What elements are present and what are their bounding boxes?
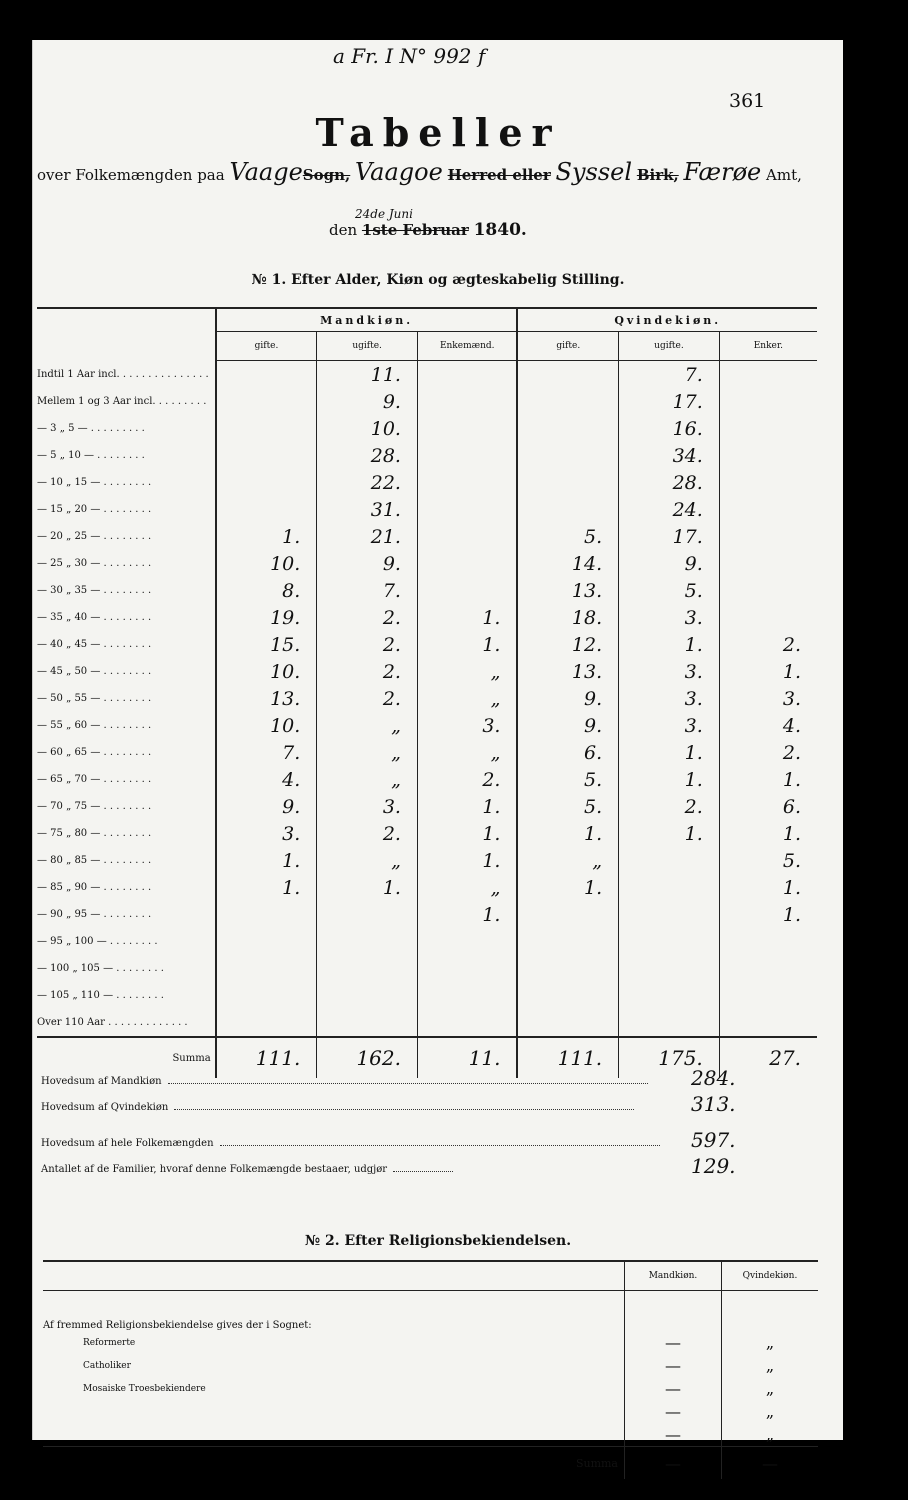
cell-men-unmarried: 10. [317,415,418,442]
cell-women-married [517,955,618,982]
age-row [37,496,817,523]
cell-women-unmarried: 24. [619,496,720,523]
religion-men-value: — [625,1354,722,1377]
cell-widowers: „ [417,685,517,712]
cell-women-unmarried: 2. [619,793,720,820]
age-row [37,550,817,577]
cell-women-married: 9. [517,712,618,739]
location-prefix: over Folkemængden paa [37,166,225,184]
cell-men-married: 3. [216,820,317,847]
page-number: 361 [729,90,766,112]
cell-women-unmarried: 28. [619,469,720,496]
date-prefix: den [329,221,358,239]
cell-women-married: 12. [517,631,618,658]
cell-widows: 4. [719,712,817,739]
age-row-label: — 75 „ 80 — . . . . . . . . [37,828,152,839]
cell-widows: 1. [719,874,817,901]
cell-men-unmarried: 2. [317,604,418,631]
cell-women-unmarried [619,928,720,955]
age-row-label: — 20 „ 25 — . . . . . . . . [37,531,152,542]
cell-men-married: 10. [216,658,317,685]
cell-women-married: 5. [517,793,618,820]
cell-men-unmarried: 3. [317,793,418,820]
age-row-label: — 60 „ 65 — . . . . . . . . [37,747,152,758]
religion-row [43,1400,818,1423]
age-row-label: — 65 „ 70 — . . . . . . . . [37,774,152,785]
cell-widows: 2. [719,739,817,766]
cell-widowers: „ [417,658,517,685]
handwritten-date: 24de Juni [355,207,413,221]
cell-women-married: 5. [517,523,618,550]
cell-women-unmarried: 16. [619,415,720,442]
census-year: 1840. [473,220,527,240]
cell-men-married [216,415,317,442]
religion-label: Mosaiske Troesbekiendere [83,1383,206,1394]
cell-men-married [216,901,317,928]
cell-widowers: 3. [417,712,517,739]
cell-men-married: 10. [216,550,317,577]
religion-row [43,1423,818,1447]
cell-widowers: 1. [417,820,517,847]
leader-dots [220,1145,660,1146]
cell-women-married: 18. [517,604,618,631]
cell-widowers [417,415,517,442]
cell-widows [719,550,817,577]
date-line [329,207,527,240]
religion-men-value: — [625,1423,722,1447]
sum-label: Summa [37,1037,216,1078]
age-row-label: — 10 „ 15 — . . . . . . . . [37,477,152,488]
religion-label: Catholiker [83,1360,131,1371]
age-table [37,307,817,1078]
cell-men-unmarried: 31. [317,496,418,523]
cell-women-married [517,469,618,496]
cell-men-married [216,442,317,469]
religion-table [43,1260,818,1479]
women-group-header: Qvindekiøn. [517,308,817,332]
age-row-label: — 30 „ 35 — . . . . . . . . [37,585,152,596]
cell-widows [719,523,817,550]
sum-men-unmarried: 162. [317,1037,418,1078]
cell-widows [719,361,817,389]
cell-men-married: 7. [216,739,317,766]
age-row-label: — 55 „ 60 — . . . . . . . . [37,720,152,731]
col-widows: Enker. [719,332,817,361]
total-value: 597. [691,1128,736,1152]
age-row [37,388,817,415]
cell-women-unmarried: 3. [619,712,720,739]
cell-men-unmarried: 22. [317,469,418,496]
cell-men-unmarried: 21. [317,523,418,550]
handwritten-syssel: Syssel [555,158,633,186]
cell-women-married: 13. [517,658,618,685]
cell-widowers: 1. [417,631,517,658]
struck-birk: Birk, [636,166,679,184]
age-row-label: Indtil 1 Aar incl. . . . . . . . . . . . . . . [37,368,209,380]
cell-men-married [216,496,317,523]
age-row [37,955,817,982]
col-men-married: gifte. [216,332,317,361]
cell-women-married [517,442,618,469]
religion-sum-men: — [625,1447,722,1480]
cell-widows [719,982,817,1009]
cell-men-married: 1. [216,874,317,901]
religion-row [43,1377,818,1400]
cell-widows: 1. [719,820,817,847]
religion-intro: Af fremmed Religionsbekiendelse gives der i Sognet: [43,1320,312,1331]
cell-men-unmarried: 9. [317,388,418,415]
cell-widowers: 1. [417,793,517,820]
age-row-label: Mellem 1 og 3 Aar incl. . . . . . . . . [37,396,207,407]
cell-women-unmarried: 3. [619,685,720,712]
cell-men-married [216,361,317,389]
cell-widowers [417,361,517,389]
cell-women-married: 1. [517,820,618,847]
age-row-label: — 90 „ 95 — . . . . . . . . [37,909,152,920]
religion-women-value: „ [722,1400,819,1423]
age-row-label: — 3 „ 5 — . . . . . . . . . [37,423,145,434]
age-row [37,766,817,793]
col-men-unmarried: ugifte. [317,332,418,361]
age-row [37,901,817,928]
cell-men-unmarried: 2. [317,658,418,685]
age-row [37,577,817,604]
total-line [41,1092,736,1116]
cell-widows [719,469,817,496]
cell-women-married: 6. [517,739,618,766]
cell-widowers [417,550,517,577]
cell-women-unmarried: 7. [619,361,720,389]
cell-women-unmarried [619,874,720,901]
cell-widows [719,388,817,415]
handwritten-district: Vaagoe [355,158,443,186]
section2-title: № 2. Efter Religionsbekiendelsen. [304,1233,572,1249]
cell-men-unmarried [317,955,418,982]
location-suffix: Amt, [766,166,802,184]
cell-men-unmarried: 9. [317,550,418,577]
cell-widows: 1. [719,901,817,928]
age-row-label: — 15 „ 20 — . . . . . . . . [37,504,152,515]
cell-widowers [417,1009,517,1037]
age-header-blank [37,308,216,361]
page-title: Tabeller [315,110,561,155]
religion-label: Reformerte [83,1337,136,1348]
cell-widows [719,442,817,469]
age-row [37,361,817,389]
col-women-unmarried: ugifte. [619,332,720,361]
religion-women-value: „ [722,1331,819,1354]
cell-men-unmarried: „ [317,766,418,793]
cell-women-unmarried: 3. [619,604,720,631]
total-label: Hovedsum af hele Folkemængden [41,1138,214,1149]
cell-men-unmarried: „ [317,847,418,874]
cell-women-married [517,496,618,523]
cell-men-married: 10. [216,712,317,739]
age-row-label: — 80 „ 85 — . . . . . . . . [37,855,152,866]
cell-widows [719,604,817,631]
age-row [37,982,817,1009]
col-religion-men: Mandkiøn. [625,1261,722,1291]
cell-men-unmarried [317,982,418,1009]
cell-widowers: 1. [417,901,517,928]
total-line [41,1066,736,1090]
cell-men-unmarried: 7. [317,577,418,604]
cell-women-married: 5. [517,766,618,793]
total-label: Antallet af de Familier, hvoraf denne Folkemængde bestaaer, udgjør [41,1164,388,1175]
cell-men-married [216,1009,317,1037]
cell-women-unmarried [619,847,720,874]
cell-men-married: 4. [216,766,317,793]
cell-women-married [517,388,618,415]
cell-women-married: 1. [517,874,618,901]
age-row-label: Over 110 Aar . . . . . . . . . . . . . [37,1017,188,1028]
age-row-label: — 5 „ 10 — . . . . . . . . [37,450,145,461]
age-row [37,793,817,820]
cell-widows: 6. [719,793,817,820]
age-row-label: — 45 „ 50 — . . . . . . . . [37,666,152,677]
cell-men-married: 8. [216,577,317,604]
cell-widows [719,415,817,442]
age-row-label: — 25 „ 30 — . . . . . . . . [37,558,152,569]
cell-men-married [216,388,317,415]
religion-header-blank [43,1261,625,1291]
cell-women-married: 9. [517,685,618,712]
cell-men-married [216,469,317,496]
cell-men-unmarried: 11. [317,361,418,389]
handwritten-parish: Vaage [229,158,303,186]
cell-women-married: 13. [517,577,618,604]
cell-widows [719,928,817,955]
leader-dots [393,1171,453,1172]
cell-women-unmarried: 1. [619,739,720,766]
total-line [41,1128,736,1152]
age-row-label: — 95 „ 100 — . . . . . . . . [37,936,158,947]
age-row [37,739,817,766]
religion-row [43,1354,818,1377]
cell-widows [719,1009,817,1037]
age-row [37,874,817,901]
cell-women-married [517,982,618,1009]
age-row [37,712,817,739]
cell-women-married [517,361,618,389]
cell-women-unmarried: 3. [619,658,720,685]
cell-women-unmarried: 1. [619,766,720,793]
handwritten-amt: Færøe [683,158,762,186]
cell-widowers: 2. [417,766,517,793]
age-row-label: — 105 „ 110 — . . . . . . . . [37,990,164,1001]
age-row-label: — 40 „ 45 — . . . . . . . . [37,639,152,650]
age-row-label: — 35 „ 40 — . . . . . . . . [37,612,152,623]
cell-widows [719,496,817,523]
cell-widowers [417,928,517,955]
religion-men-value: — [625,1331,722,1354]
cell-women-married: „ [517,847,618,874]
cell-men-unmarried: 2. [317,631,418,658]
age-row [37,523,817,550]
cell-widowers: 1. [417,604,517,631]
archive-reference: a Fr. I N° 992 f [333,44,486,68]
cell-women-unmarried [619,982,720,1009]
cell-widowers [417,442,517,469]
cell-men-unmarried: 1. [317,874,418,901]
leader-dots [174,1109,634,1110]
cell-widowers [417,388,517,415]
total-value: 129. [691,1154,736,1178]
religion-row [43,1331,818,1354]
cell-men-married: 13. [216,685,317,712]
sum-widowers: 11. [417,1037,517,1078]
cell-men-unmarried [317,928,418,955]
cell-widowers: 1. [417,847,517,874]
age-row-label: — 100 „ 105 — . . . . . . . . [37,963,164,974]
total-line [41,1154,736,1178]
cell-women-married [517,928,618,955]
sum-women-married: 111. [517,1037,618,1078]
cell-women-married [517,1009,618,1037]
cell-men-unmarried [317,901,418,928]
cell-men-unmarried: „ [317,712,418,739]
age-row [37,442,817,469]
cell-men-married [216,928,317,955]
cell-men-married: 1. [216,847,317,874]
cell-women-unmarried [619,1009,720,1037]
cell-men-married [216,982,317,1009]
religion-men-value: — [625,1377,722,1400]
total-label: Hovedsum af Qvindekiøn [41,1102,169,1113]
struck-herred: Herred eller [447,166,551,184]
age-row [37,1009,817,1037]
cell-widowers: „ [417,739,517,766]
cell-women-unmarried: 17. [619,388,720,415]
age-row [37,631,817,658]
cell-widows: 2. [719,631,817,658]
cell-widowers [417,982,517,1009]
cell-widows [719,955,817,982]
col-widowers: Enkemænd. [417,332,517,361]
cell-men-married [216,955,317,982]
cell-women-unmarried: 5. [619,577,720,604]
age-row [37,928,817,955]
religion-label [43,1400,625,1423]
cell-men-unmarried: 28. [317,442,418,469]
cell-widowers [417,577,517,604]
age-row [37,820,817,847]
religion-sum-row [43,1447,818,1480]
sum-men-married: 111. [216,1037,317,1078]
religion-women-value: „ [722,1423,819,1447]
men-group-header: Mandkiøn. [216,308,518,332]
cell-men-married: 1. [216,523,317,550]
age-row [37,415,817,442]
leader-dots [168,1083,648,1084]
location-line [37,158,802,186]
cell-widows: 5. [719,847,817,874]
cell-widows [719,577,817,604]
cell-widows: 3. [719,685,817,712]
cell-women-unmarried: 34. [619,442,720,469]
age-row [37,469,817,496]
cell-women-unmarried: 17. [619,523,720,550]
cell-widows: 1. [719,766,817,793]
cell-women-unmarried [619,955,720,982]
sum-women-unmarried: 175. [619,1037,720,1078]
cell-widowers: „ [417,874,517,901]
col-religion-women: Qvindekiøn. [722,1261,819,1291]
cell-men-married: 19. [216,604,317,631]
col-women-married: gifte. [517,332,618,361]
religion-women-value: „ [722,1377,819,1400]
cell-women-unmarried: 1. [619,631,720,658]
religion-sum-women: — [722,1447,819,1480]
age-row [37,658,817,685]
cell-women-married [517,415,618,442]
total-label: Hovedsum af Mandkiøn [41,1076,162,1087]
cell-widowers [417,523,517,550]
cell-men-married: 15. [216,631,317,658]
cell-widowers [417,469,517,496]
total-value: 313. [691,1092,736,1116]
age-row-label: — 50 „ 55 — . . . . . . . . [37,693,152,704]
cell-women-married [517,901,618,928]
sum-widows: 27. [719,1037,817,1078]
cell-widowers [417,955,517,982]
cell-women-unmarried: 9. [619,550,720,577]
cell-men-married: 9. [216,793,317,820]
age-row [37,847,817,874]
section1-title: № 1. Efter Alder, Kiøn og ægteskabelig Stilling. [251,272,625,288]
age-row-label: — 85 „ 90 — . . . . . . . . [37,882,152,893]
cell-widowers [417,496,517,523]
cell-men-unmarried: 2. [317,820,418,847]
document-page [32,40,843,1473]
religion-women-value: „ [722,1354,819,1377]
cell-women-married: 14. [517,550,618,577]
religion-men-value: — [625,1400,722,1423]
cell-women-unmarried [619,901,720,928]
cell-men-unmarried: 2. [317,685,418,712]
age-row [37,685,817,712]
cell-widows: 1. [719,658,817,685]
religion-intro-men-cell [625,1291,722,1332]
cell-women-unmarried: 1. [619,820,720,847]
cell-men-unmarried [317,1009,418,1037]
religion-label [43,1423,625,1447]
religion-intro-women-cell [722,1291,819,1332]
cell-men-unmarried: „ [317,739,418,766]
struck-date: 1ste Februar [361,221,469,239]
religion-sum-label: Summa [43,1447,625,1480]
age-row-label: — 70 „ 75 — . . . . . . . . [37,801,152,812]
struck-sogn: Sogn, [302,166,351,184]
total-value: 284. [691,1066,736,1090]
age-row [37,604,817,631]
